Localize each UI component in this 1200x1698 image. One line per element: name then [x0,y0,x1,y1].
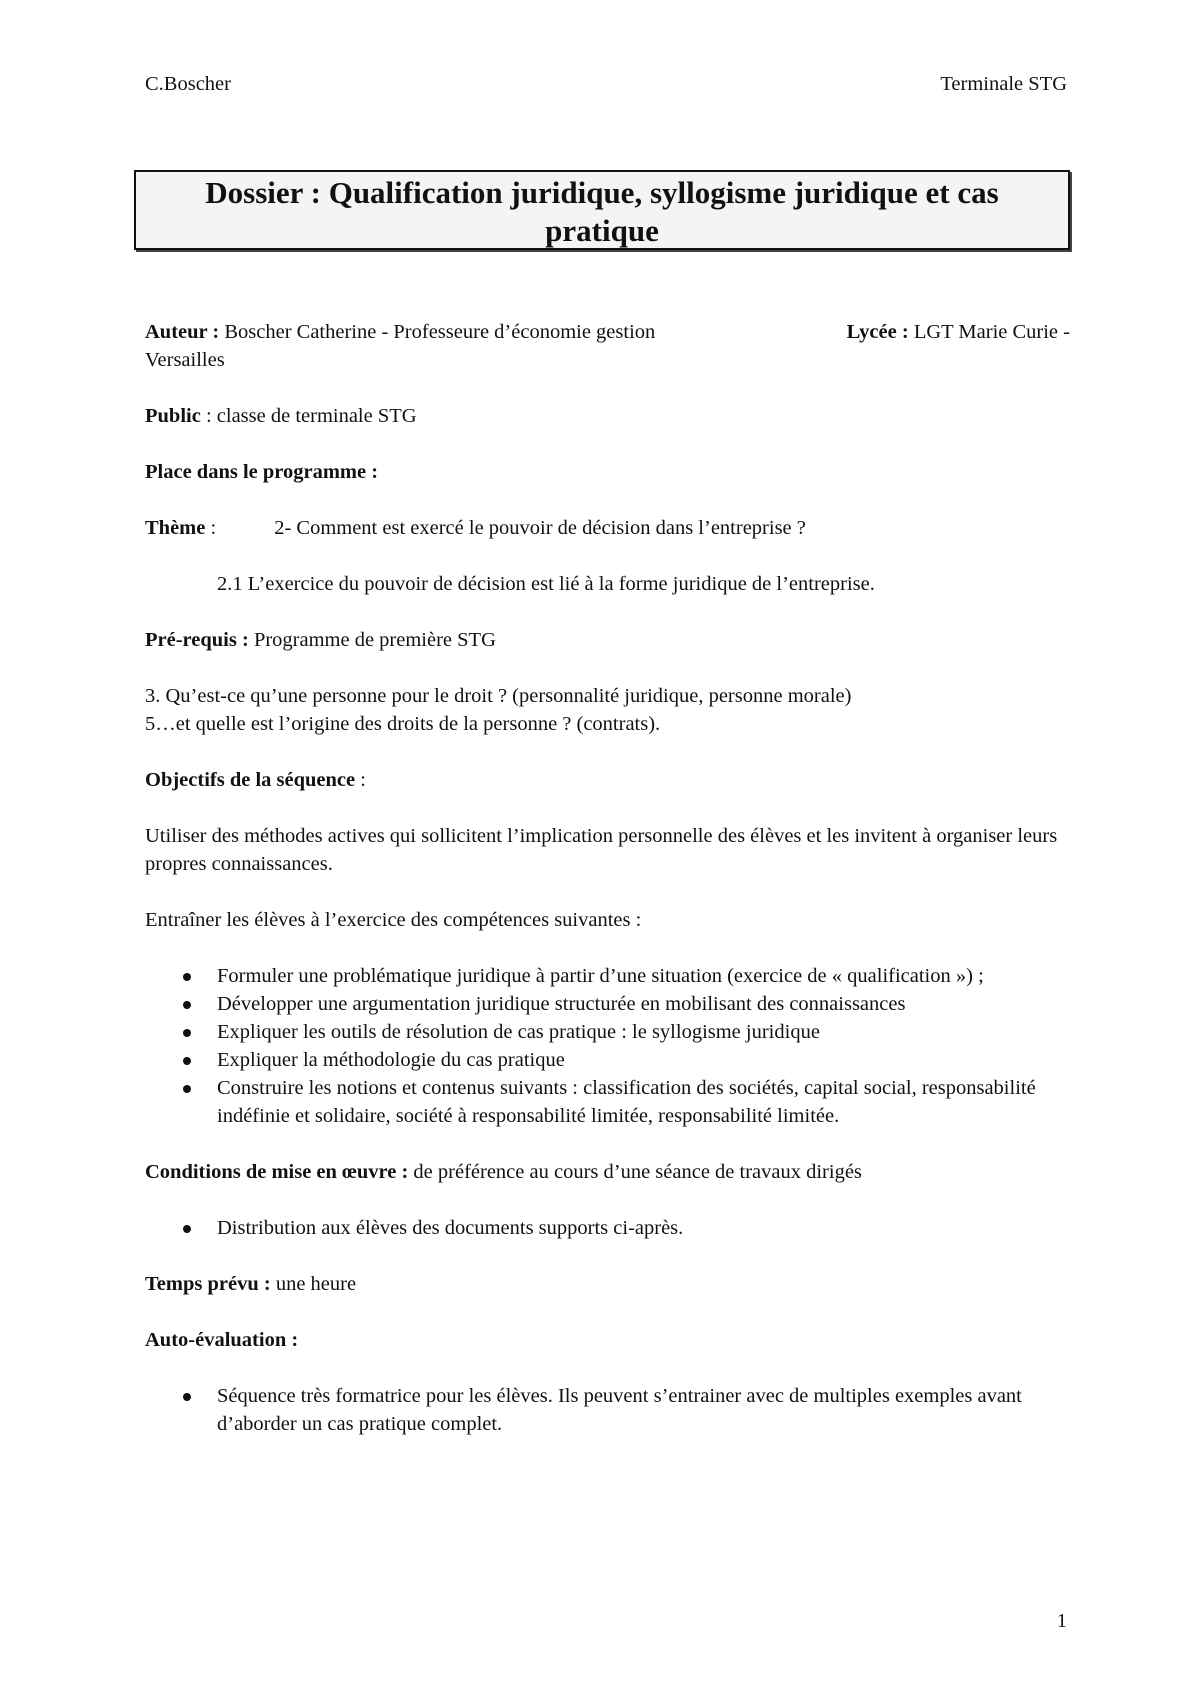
public-label: Public [145,405,201,427]
prerequis-line-1: 3. Qu’est-ce qu’une personne pour le droit ? (personnalité juridique, personne morale) [145,685,852,707]
header-class: Terminale STG [940,73,1067,95]
list-item: Séquence très formatrice pour les élèves. Ils peuvent s’entrainer avec de multiples exemples avant d’aborder un cas pratique complet. [145,1382,1070,1438]
auto-label: Auto-évaluation : [145,1329,299,1351]
list-item: Formuler une problématique juridique à partir d’une situation (exercice de « qualification ») ; [145,962,1070,990]
objectifs-para-1: Utiliser des méthodes actives qui sollicitent l’implication personnelle des élèves et les invitent à organiser leurs propres connaissances. [145,825,1058,875]
theme-label: Thème [145,517,206,539]
list-item: Distribution aux élèves des documents supports ci-après. [145,1214,1070,1242]
author-value: Boscher Catherine - Professeure d’économie gestion [219,321,656,343]
title-box [134,170,1070,250]
conditions-value: de préférence au cours d’une séance de travaux dirigés [408,1161,862,1183]
theme-separator: : [205,517,217,539]
author-city: Versailles [145,349,225,371]
lycee-value: LGT Marie Curie - [908,321,1070,343]
prerequis-label: Pré-requis : [145,629,249,651]
temps-value: une heure [270,1273,357,1295]
objectifs-list [145,962,1070,1130]
list-item: Construire les notions et contenus suivants : classification des sociétés, capital social, responsabilité indéfinie et solidaire, société à responsabilité limitée, responsabilité limitée. [145,1074,1070,1130]
title-line-2: pratique [545,213,659,248]
conditions-label: Conditions de mise en œuvre : [145,1161,409,1183]
temps-label: Temps prévu : [145,1273,271,1295]
theme-value: 2- Comment est exercé le pouvoir de décision dans l’entreprise ? [274,517,806,539]
document-body [145,318,1070,1438]
list-item: Expliquer les outils de résolution de cas pratique : le syllogisme juridique [145,1018,1070,1046]
public-value: : classe de terminale STG [200,405,417,427]
auto-list [145,1382,1070,1438]
objectifs-separator: : [355,769,366,791]
list-item: Expliquer la méthodologie du cas pratique [145,1046,1070,1074]
prerequis-value: Programme de première STG [248,629,496,651]
objectifs-label: Objectifs de la séquence [145,769,356,791]
prerequis-line-2: 5…et quelle est l’origine des droits de la personne ? (contrats). [145,713,661,735]
objectifs-para-2: Entraîner les élèves à l’exercice des compétences suivantes : [145,909,642,931]
author-block [145,318,1070,374]
theme-sub: 2.1 L’exercice du pouvoir de décision est lié à la forme juridique de l’entreprise. [217,573,875,595]
page-number: 1 [1056,1610,1067,1632]
header-author: C.Boscher [145,73,231,95]
lycee-label: Lycée : [846,321,909,343]
title-line-1: Dossier : Qualification juridique, syllogisme juridique et cas [205,175,999,210]
list-item: Développer une argumentation juridique structurée en mobilisant des connaissances [145,990,1070,1018]
conditions-list [145,1214,1070,1242]
author-label: Auteur : [145,321,220,343]
document-title [136,172,1068,250]
place-label: Place dans le programme : [145,461,379,483]
